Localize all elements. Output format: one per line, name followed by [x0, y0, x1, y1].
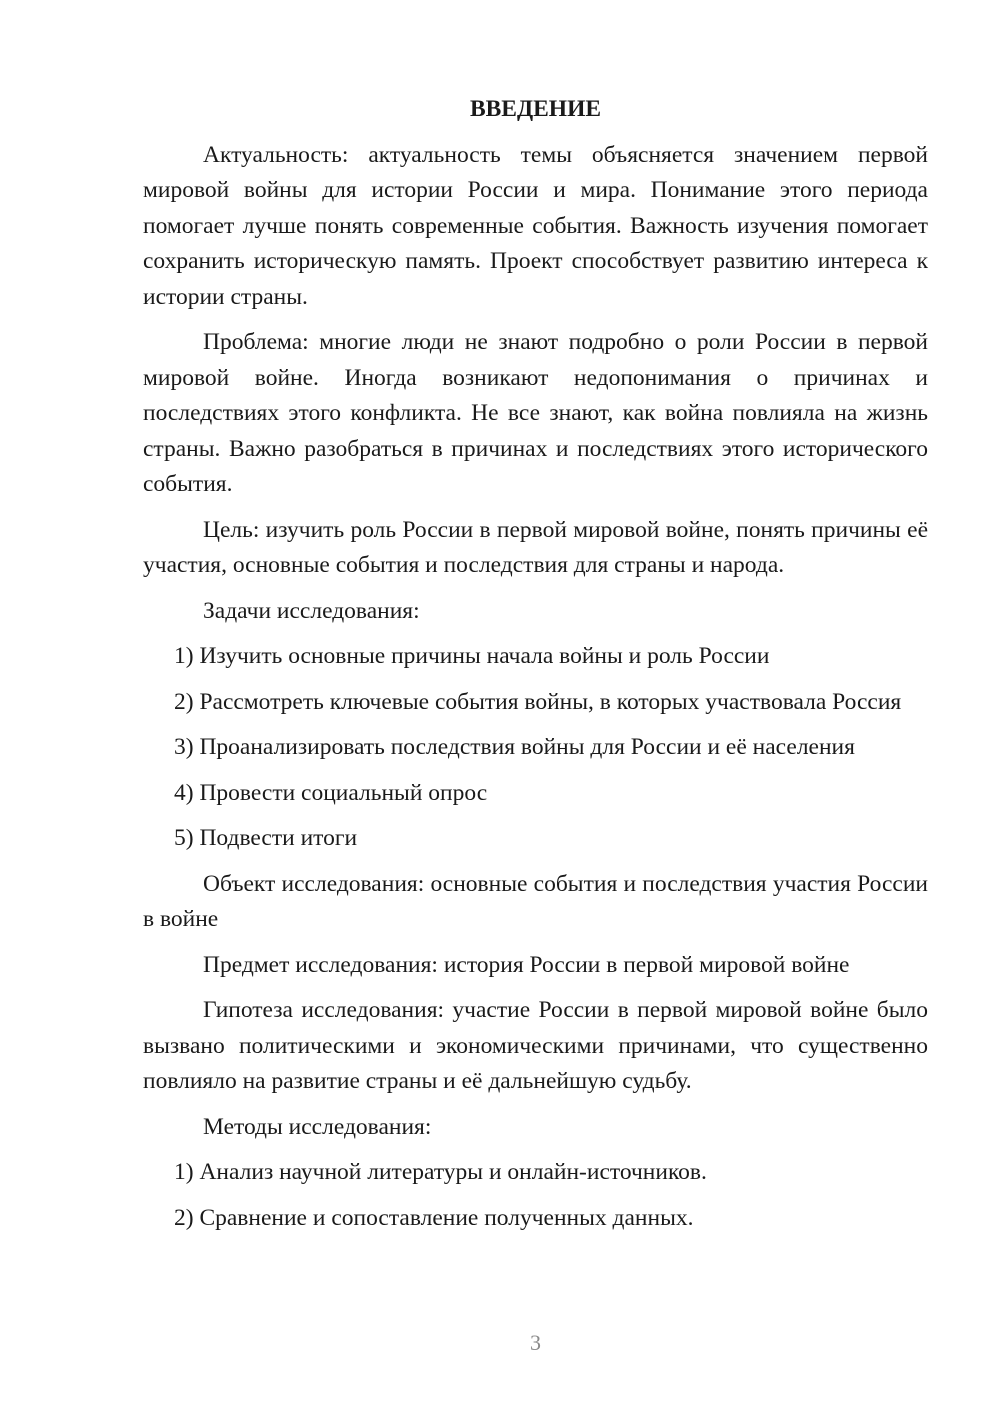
task-item-2: 2) Рассмотреть ключевые события войны, в которых участвовала Россия [174, 688, 902, 715]
task-item-1: 1) Изучить основные причины начала войны и роль России [174, 643, 770, 669]
paragraph-object: Объект исследования: основные события и последствия участия России в войне [143, 870, 928, 932]
paragraph-subject: Предмет исследования: история России в первой мировой войне [203, 951, 850, 978]
paragraph-relevance: Актуальность: актуальность темы объясняется значением первой мировой войны для истории России и мира. Понимание этого периода помогает лучше понять современные события. Важность изучения помогает сохранить историческую память. Проект способствует развитию интереса к истории страны. [143, 141, 928, 310]
task-item-4: 4) Провести социальный опрос [174, 779, 488, 806]
section-title: ВВЕДЕНИЕ [469, 96, 602, 122]
paragraph-problem: Проблема: многие люди не знают подробно о роли России в первой мировой войне. Иногда возникают недопонимания о причинах и последствиях этого конфликта. Не все знают, как война повлияла на жизнь страны. Важно разобраться в причинах и последствиях этого исторического события. [143, 329, 928, 497]
paragraph-hypothesis: Гипотеза исследования: участие России в первой мировой войне было вызвано политическими и экономическими причинами, что существенно повлияло на развитие страны и её дальнейшую судьбу. [143, 997, 928, 1094]
paragraph-goal: Цель: изучить роль России в первой мировой войне, понять причины её участия, основные события и последствия для страны и народа. [143, 516, 928, 578]
methods-heading: Методы исследования: [203, 1113, 432, 1140]
method-item-1: 1) Анализ научной литературы и онлайн-источников. [174, 1159, 707, 1185]
page-content [143, 92, 928, 1246]
method-item-2: 2) Сравнение и сопоставление полученных данных. [174, 1204, 694, 1231]
task-item-5: 5) Подвести итоги [174, 825, 358, 851]
task-item-3: 3) Проанализировать последствия войны для России и её населения [174, 734, 855, 760]
tasks-heading: Задачи исследования: [203, 597, 420, 624]
page-number: 3 [530, 1330, 541, 1355]
